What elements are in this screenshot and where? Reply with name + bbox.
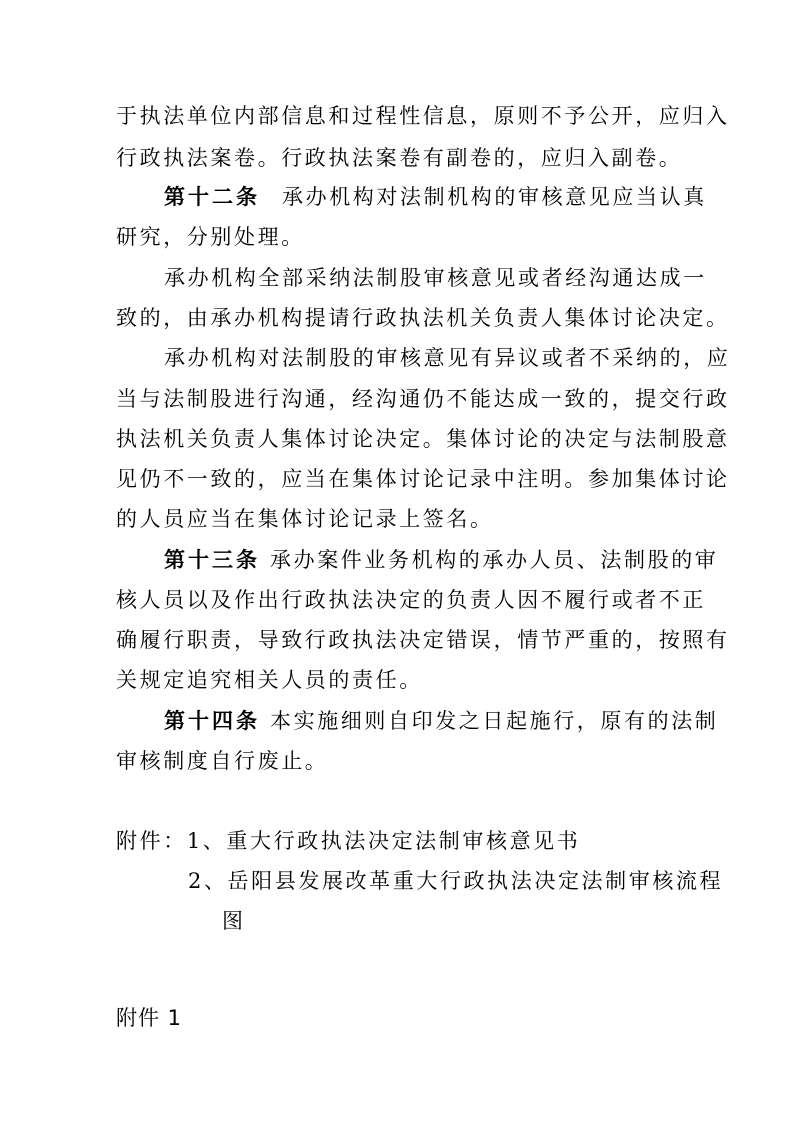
article-12-line <box>116 222 793 252</box>
attachment-item-1: 1、重大行政执法决定法制审核意见书 <box>186 829 581 853</box>
article-12-line <box>164 182 793 212</box>
text-span: 承办机构全部采纳法制股审核意见或者经沟通达成一 <box>164 266 707 290</box>
text-span: 于执法单位内部信息和过程性信息，原则不予公开，应归入 <box>116 104 730 128</box>
paragraph-line <box>116 625 793 655</box>
attachments-line <box>116 826 793 856</box>
text-span: 执法机关负责人集体讨论决定。集体讨论的决定与法制股意 <box>116 427 730 451</box>
paragraph-line <box>116 585 793 615</box>
text-span: 见仍不一致的，应当在集体讨论记录中注明。参加集体讨论 <box>116 467 730 491</box>
paragraph-line <box>164 343 793 373</box>
article-12-heading: 第十二条 <box>164 185 260 209</box>
paragraph-line <box>116 303 793 333</box>
text-span: 行政执法案卷。行政执法案卷有副卷的，应归入副卷。 <box>116 146 683 170</box>
attachment-item-2 <box>188 866 793 896</box>
text-span: 2、岳阳县发展改革重大行政执法决定法制审核流程 <box>188 869 724 893</box>
attachments-label: 附件： <box>116 829 187 853</box>
text-span: 核人员以及作出行政执法决定的负责人因不履行或者不正 <box>116 588 706 612</box>
text-span: 附件 1 <box>116 1006 183 1030</box>
text-span: 当与法制股进行沟通，经沟通仍不能达成一致的，提交行政 <box>116 387 730 411</box>
text-span: 确履行职责，导致行政执法决定错误，情节严重的，按照有 <box>116 628 730 652</box>
text-span: 承办机构对法制股的审核意见有异议或者不采纳的，应 <box>164 346 731 370</box>
text-span: 关规定追究相关人员的责任。 <box>116 668 423 692</box>
paragraph-line <box>116 665 793 695</box>
paragraph-line <box>116 464 793 494</box>
paragraph-line <box>116 143 793 173</box>
paragraph-line <box>164 263 793 293</box>
text-span: 的人员应当在集体讨论记录上签名。 <box>116 507 494 531</box>
text-span: 审核制度自行废止。 <box>116 749 329 773</box>
text-span: 研究，分别处理。 <box>116 225 305 249</box>
article-13-text: 承办案件业务机构的承办人员、法制股的审 <box>270 548 719 572</box>
attachment-heading <box>116 1003 793 1033</box>
article-14-text: 本实施细则自印发之日起施行，原有的法制 <box>270 709 719 733</box>
article-12-text: 承办机构对法制机构的审核意见应当认真 <box>282 185 707 209</box>
paragraph-line <box>116 384 793 414</box>
paragraph-line <box>116 504 793 534</box>
paragraph-line <box>116 746 793 776</box>
paragraph-line <box>116 101 793 131</box>
text-span: 致的，由承办机构提请行政执法机关负责人集体讨论决定。 <box>116 306 730 330</box>
article-13-line <box>164 545 793 575</box>
text-span: 图 <box>222 909 246 933</box>
attachment-item-2-cont <box>222 906 793 936</box>
article-14-heading: 第十四条 <box>164 709 260 733</box>
article-13-heading: 第十三条 <box>164 548 260 572</box>
article-14-line <box>164 706 793 736</box>
paragraph-line <box>116 424 793 454</box>
